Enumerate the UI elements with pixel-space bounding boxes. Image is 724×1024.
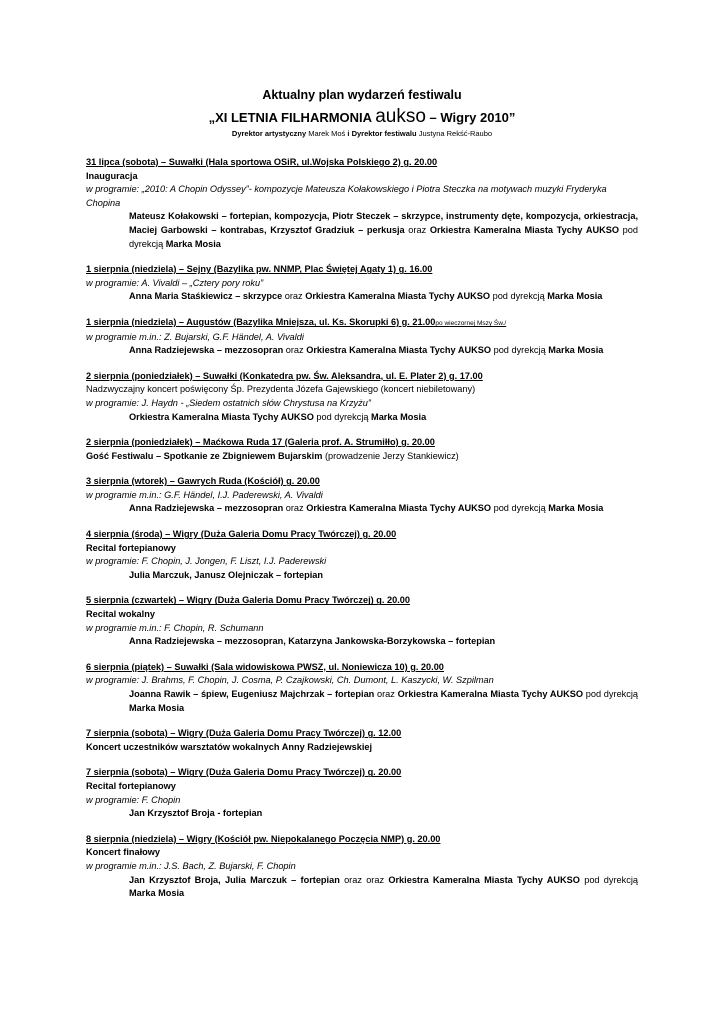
event-date-text: 31 lipca (sobota) – Suwałki (Hala sportowa OSiR, ul.Wojska Polskiego 2) g. 20.00 <box>86 157 438 167</box>
event-item <box>86 263 638 304</box>
festival-brand: aukso <box>375 106 426 127</box>
performer-segment: Marka Mosia <box>129 888 185 899</box>
performer-segment: Marka Mosia <box>548 345 604 356</box>
event-performers <box>86 502 638 516</box>
festival-title-suffix: – Wigry 2010” <box>429 110 516 125</box>
performer-segment: Anna Radziejewska – mezzosopran <box>129 503 284 514</box>
event-performers <box>86 874 638 901</box>
event-date-text: 5 sierpnia (czwartek) – Wigry (Duża Galeria Domu Pracy Twórczej) g. 20.00 <box>86 595 410 606</box>
performer-segment: Anna Maria Staśkiewicz – skrzypce <box>129 291 283 302</box>
event-date <box>86 436 638 450</box>
credits-label-festival: i Dyrektor festiwalu <box>347 129 417 138</box>
event-title: Koncert uczestników warsztatów wokalnych Anny Radziejewskiej <box>86 741 373 752</box>
event-item <box>86 661 638 715</box>
event-date <box>86 833 638 847</box>
performer-segment: Marka Mosia <box>165 238 221 249</box>
performer-segment: Joanna Rawik – śpiew, Eugeniusz Majchrzak – fortepian <box>129 689 375 699</box>
performer-segment: Orkiestra Kameralna Miasta Tychy AUKSO <box>305 291 491 302</box>
event-program: w programie m.in.: F. Chopin, R. Schumann <box>86 622 264 633</box>
performer-segment: oraz <box>283 503 307 514</box>
credits-name-festival: Justyna Rekść-Raubo <box>418 129 493 138</box>
performer-segment: oraz oraz <box>339 874 389 885</box>
event-title: Inauguracja <box>86 170 138 181</box>
event-item <box>86 833 638 901</box>
event-date-text: 1 sierpnia (niedziela) – Augustów (Bazylika Mniejsza, ul. Ks. Skorupki 6) g. 21.00 <box>86 316 436 327</box>
event-date-text: 3 sierpnia (wtorek) – Gawrych Ruda (Kościół) g. 20.00 <box>86 476 320 487</box>
event-performers <box>86 688 638 715</box>
event-date-text: 4 sierpnia (środa) – Wigry (Duża Galeria Domu Pracy Twórczej) g. 20.00 <box>86 529 397 540</box>
event-item <box>86 370 638 424</box>
event-performers <box>86 210 638 251</box>
event-performers <box>86 344 638 358</box>
performer-segment: pod dyrekcją <box>491 503 549 514</box>
credits-line <box>0 128 724 139</box>
performer-segment: pod dyrekcją <box>313 411 372 422</box>
event-program: w programie m.in.: G.F. Händel, I.J. Paderewski, A. Vivaldi <box>86 489 323 500</box>
event-performers <box>86 569 638 583</box>
event-date <box>86 727 638 741</box>
document-header <box>0 87 724 139</box>
event-title <box>86 450 638 464</box>
event-program: w programie: „2010: A Chopin Odyssey”- kompozycje Mateusza Kołakowskiego i Piotra Steczka na motywach muzyki Fryderyka Chopina <box>86 184 607 208</box>
event-item <box>86 766 638 820</box>
event-date <box>86 156 638 170</box>
event-item <box>86 316 638 358</box>
festival-title-prefix: „XI LETNIA FILHARMONIA <box>208 110 372 125</box>
performer-segment: Anna Radziejewska – mezzosopran, Katarzyna Jankowska-Borzykowska – fortepian <box>129 636 496 647</box>
performer-segment: Orkiestra Kameralna Miasta Tychy AUKSO <box>388 874 580 885</box>
event-item <box>86 528 638 582</box>
performer-segment: Orkiestra Kameralna Miasta Tychy AUKSO <box>397 689 584 699</box>
event-date-text: 1 sierpnia (niedziela) – Sejny (Bazylika pw. NNMP, Plac Świętej Agaty 1) g. 16.00 <box>86 264 433 275</box>
event-performers <box>86 290 638 304</box>
performer-segment: pod dyrekcją <box>579 874 639 885</box>
performer-segment: oraz <box>283 345 307 356</box>
event-note: Nadzwyczajny koncert poświęcony Śp. Prezydenta Józefa Gajewskiego (koncert niebiletowany) <box>86 384 476 395</box>
event-title: Recital fortepianowy <box>86 780 176 791</box>
performer-segment: oraz <box>282 291 306 302</box>
page-title: Aktualny plan wydarzeń festiwalu <box>262 88 462 102</box>
event-program: w programie: J. Haydn - „Siedem ostatnich słów Chrystusa na Krzyżu” <box>86 397 371 408</box>
event-title: Recital wokalny <box>86 609 155 620</box>
event-date-text: 7 sierpnia (sobota) – Wigry (Duża Galeria Domu Pracy Twórczej) g. 12.00 <box>86 728 402 739</box>
event-performers <box>86 635 638 649</box>
event-date <box>86 370 638 384</box>
event-date-text: 2 sierpnia (poniedziałek) – Suwałki (Konkatedra pw. Św. Aleksandra, ul. E. Plater 2) g. 17.00 <box>86 370 483 381</box>
performer-segment: Orkiestra Kameralna Miasta Tychy AUKSO <box>306 503 492 514</box>
event-item <box>86 156 638 251</box>
performer-segment: Julia Marczuk, Janusz Olejniczak – fortepian <box>129 569 324 580</box>
performer-segment: Jan Krzysztof Broja, Julia Marczuk – fortepian <box>129 874 340 885</box>
event-date <box>86 661 638 675</box>
event-item <box>86 475 638 516</box>
event-title: Recital fortepianowy <box>86 542 176 553</box>
event-date <box>86 316 638 331</box>
performer-segment: Orkiestra Kameralna Miasta Tychy AUKSO <box>129 411 314 422</box>
event-date-text: 7 sierpnia (sobota) – Wigry (Duża Galeria Domu Pracy Twórczej) g. 20.00 <box>86 767 402 778</box>
performer-segment: Marka Mosia <box>547 291 603 302</box>
credits-label-artistic: Dyrektor artystyczny <box>231 129 307 138</box>
festival-title <box>0 107 724 128</box>
event-date-text: 2 sierpnia (poniedziałek) – Maćkowa Ruda 17 (Galeria prof. A. Strumiłło) g. 20.00 <box>86 437 435 448</box>
event-date <box>86 528 638 542</box>
event-date <box>86 766 638 780</box>
event-performers <box>86 807 638 821</box>
event-date-text: 6 sierpnia (piątek) – Suwałki (Sala widowiskowa PWSZ, ul. Noniewicza 10) g. 20.00 <box>86 661 444 672</box>
credits-name-artistic: Marek Moś <box>308 129 346 138</box>
event-date <box>86 594 638 608</box>
event-program: w programie: F. Chopin <box>86 794 181 805</box>
event-date <box>86 475 638 489</box>
performer-segment: pod dyrekcją <box>583 689 639 699</box>
event-item <box>86 594 638 648</box>
performer-segment: Jan Krzysztof Broja - fortepian <box>129 808 263 819</box>
performer-segment: pod dyrekcją <box>129 224 638 249</box>
event-date-text: 8 sierpnia (niedziela) – Wigry (Kościół pw. Niepokalanego Poczęcia NMP) g. 20.00 <box>86 833 441 844</box>
event-program: w programie m.in.: J.S. Bach, Z. Bujarski, F. Chopin <box>86 860 296 871</box>
performer-segment: oraz <box>404 224 430 235</box>
performer-segment: Anna Radziejewska – mezzosopran <box>129 345 284 356</box>
performer-segment: pod dyrekcją <box>490 291 548 302</box>
performer-segment: pod dyrekcją <box>491 345 549 356</box>
event-date-note: po wieczornej Mszy Św./ <box>435 319 507 327</box>
event-program: w programie: J. Brahms, F. Chopin, J. Cosma, P. Czajkowski, Ch. Dumont, L. Kaszycki, W. Szpilman <box>86 675 494 686</box>
event-program: w programie: F. Chopin, J. Jongen, F. Liszt, I.J. Paderewski <box>86 556 327 567</box>
performer-segment: Mateusz Kołakowski – fortepian, kompozycja, Piotr Steczek – skrzypce, instrumenty dęte, kompozycja, orkiestracja, Maciej Garbowski – kontrabas, Krzysztof Gradziuk – perkusja <box>129 211 638 235</box>
event-title-segment: (prowadzenie Jerzy Stankiewicz) <box>322 450 459 461</box>
event-performers <box>86 411 638 425</box>
performer-segment: Marka Mosia <box>371 411 427 422</box>
performer-segment: Marka Mosia <box>548 503 604 514</box>
event-title: Koncert finałowy <box>86 847 161 858</box>
event-program: w programie m.in.: Z. Bujarski, G.F. Händel, A. Vivaldi <box>86 331 304 342</box>
event-item <box>86 436 638 463</box>
performer-segment: oraz <box>374 689 398 699</box>
events-list <box>86 156 638 913</box>
performer-segment: Orkiestra Kameralna Miasta Tychy AUKSO <box>306 345 492 356</box>
performer-segment: Marka Mosia <box>129 702 185 713</box>
performer-segment: Orkiestra Kameralna Miasta Tychy AUKSO <box>429 224 620 235</box>
event-title-segment: Gość Festiwalu – Spotkanie ze Zbigniewem Bujarskim <box>86 450 323 461</box>
event-item <box>86 727 638 754</box>
event-date <box>86 263 638 277</box>
event-program: w programie: A. Vivaldi – „Cztery pory roku” <box>86 277 264 288</box>
